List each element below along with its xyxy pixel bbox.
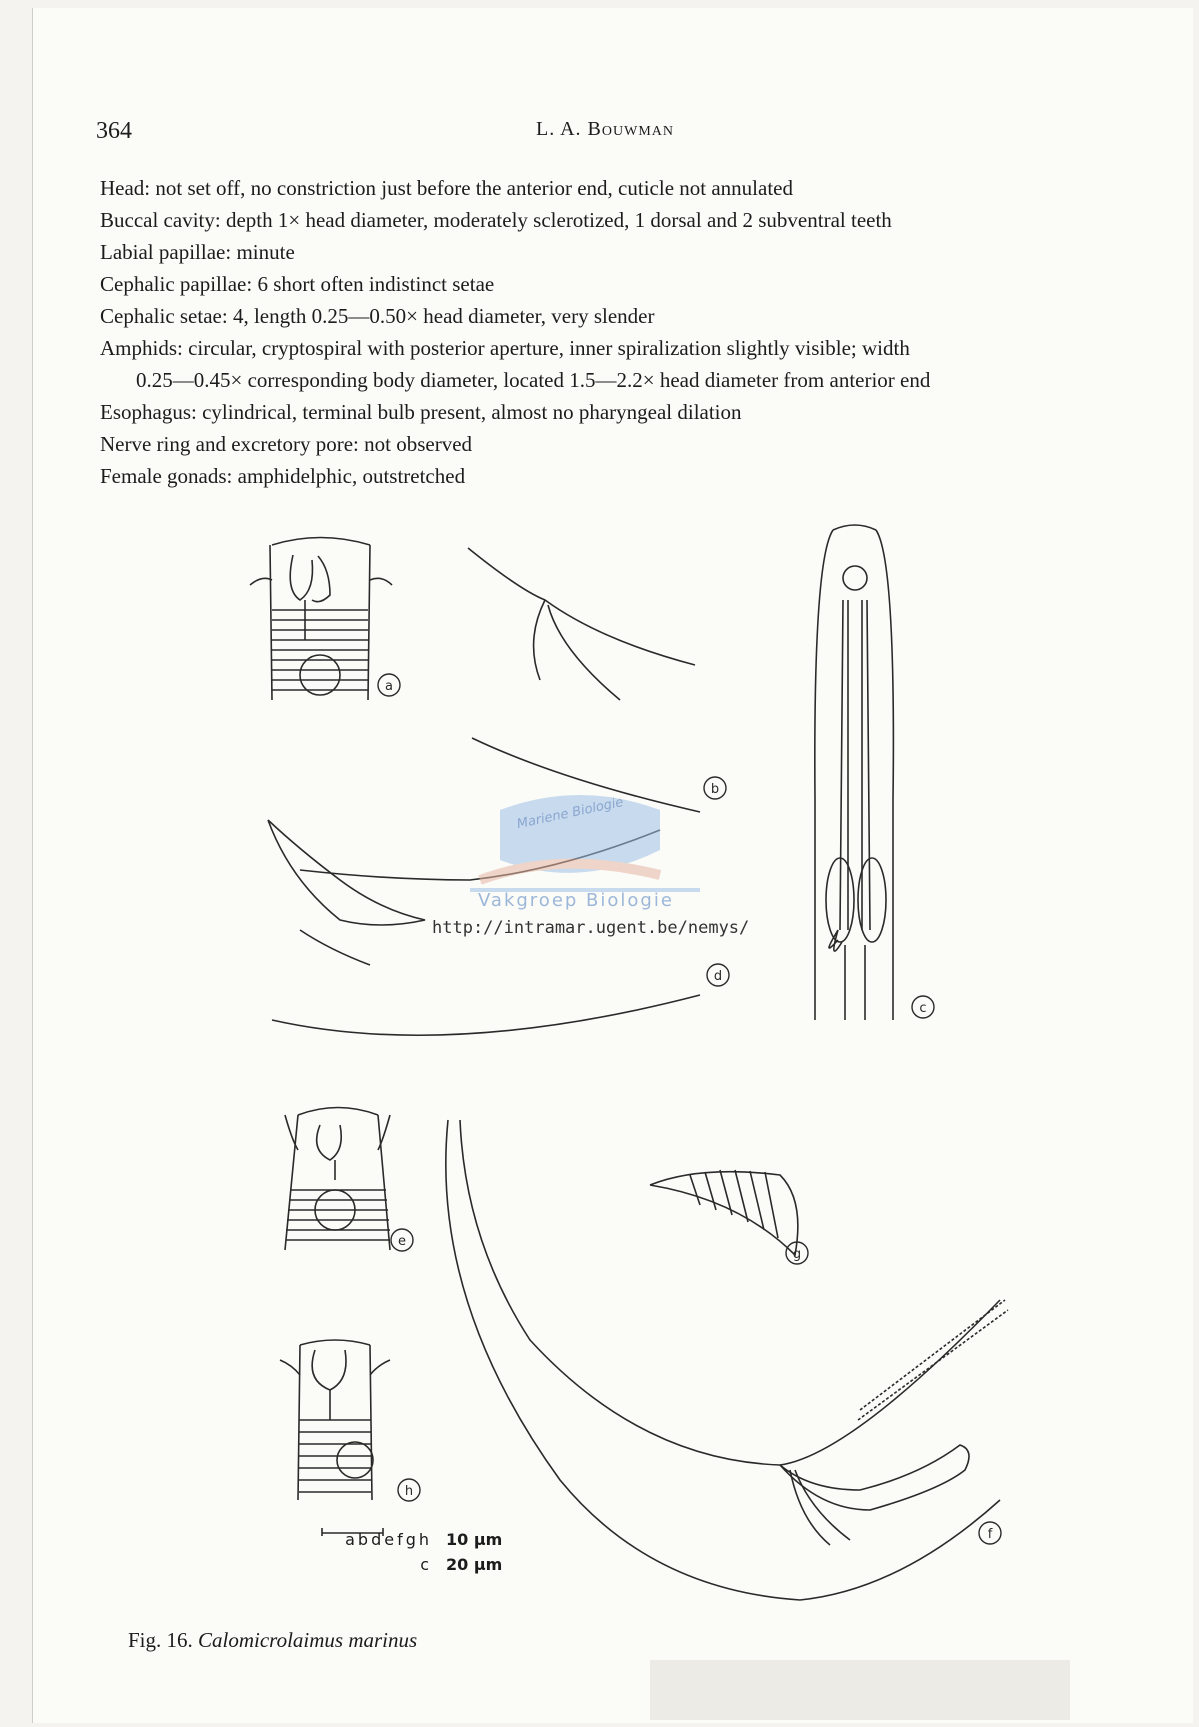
panel-c-anterior-drawing <box>815 525 894 1020</box>
text-line: Head: not set off, no constriction just before the anterior end, cuticle not annulated <box>100 176 793 200</box>
text-line: Female gonads: amphidelphic, outstretched <box>100 464 466 488</box>
watermark-url: http://intramar.ugent.be/nemys/ <box>432 918 750 938</box>
panel-a-head-drawing <box>250 538 392 701</box>
watermark-brand: Mariene Biologie <box>515 794 625 833</box>
panel-b-spicule-drawing <box>468 548 700 812</box>
figure-caption <box>128 1628 417 1653</box>
watermark-department: Vakgroep Biologie <box>478 890 674 911</box>
running-head: L. A. Bouwman <box>536 118 674 140</box>
text-line: Nerve ring and excretory pore: not observed <box>100 432 473 456</box>
panel-g-gubernaculum-drawing <box>650 1170 798 1255</box>
scale-panels-2: c <box>420 1555 432 1574</box>
text-line: Buccal cavity: depth 1× head diameter, moderately sclerotized, 1 dorsal and 2 subventral teeth <box>100 208 892 232</box>
text-line: Amphids: circular, cryptospiral with posterior aperture, inner spiralization slightly visible; width <box>100 336 910 360</box>
text-line: 0.25—0.45× corresponding body diameter, located 1.5—2.2× head diameter from anterior end <box>136 368 931 392</box>
page-number: 364 <box>96 118 132 144</box>
panel-label-e: e <box>398 1234 406 1249</box>
panel-h-head-drawing <box>280 1340 390 1500</box>
scale-legend <box>330 1530 502 1580</box>
panel-label-b: b <box>710 782 720 797</box>
text-line: Cephalic setae: 4, length 0.25—0.50× head diameter, very slender <box>100 304 655 328</box>
panel-label-f: f <box>987 1527 993 1542</box>
caption-prefix: Fig. 16. <box>128 1628 193 1652</box>
panel-label-g: g <box>792 1247 802 1262</box>
scale-panels-1: abdefgh <box>345 1530 432 1549</box>
panel-label-d: d <box>713 969 723 984</box>
scan-stamp <box>650 1660 1070 1720</box>
panel-label-c: c <box>919 1001 927 1016</box>
scale-value-2: 20 µm <box>446 1555 503 1574</box>
text-line: Labial papillae: minute <box>100 240 295 264</box>
panel-f-male-tail-drawing <box>446 1120 1008 1600</box>
text-line: Esophagus: cylindrical, terminal bulb present, almost no pharyngeal dilation <box>100 400 742 424</box>
scale-value-1: 10 µm <box>446 1530 503 1549</box>
panel-label-h: h <box>404 1484 414 1499</box>
caption-species: Calomicrolaimus marinus <box>198 1628 418 1652</box>
panel-e-head-drawing <box>285 1108 390 1251</box>
panel-label-a: a <box>385 679 393 694</box>
text-line: Cephalic papillae: 6 short often indistinct setae <box>100 272 495 296</box>
